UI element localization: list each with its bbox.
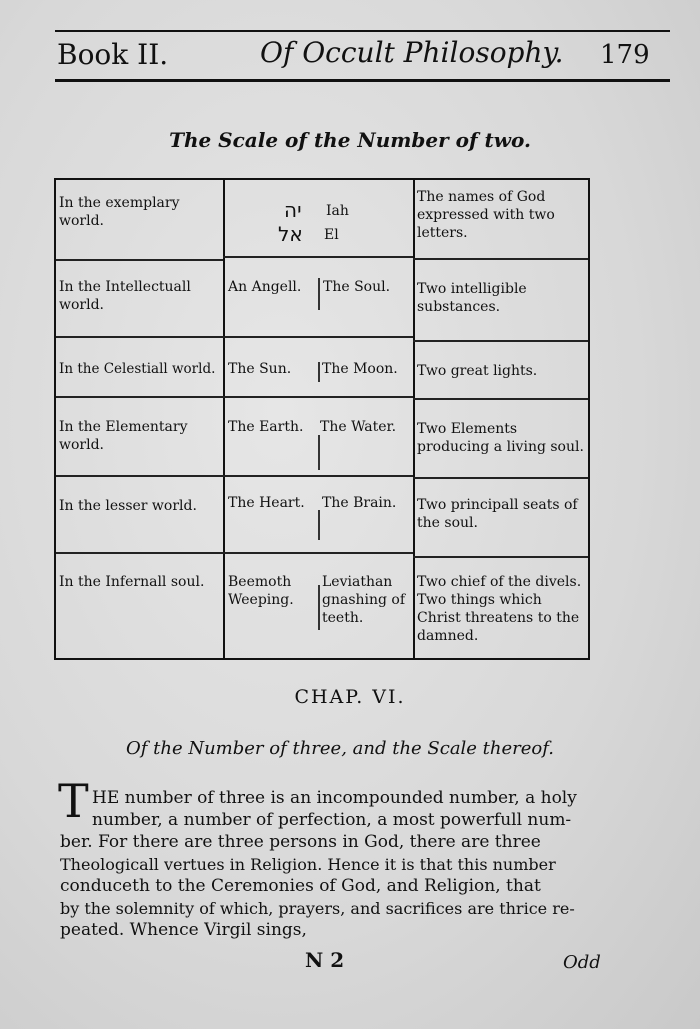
body-line: HE number of three is an incompounded number, a holy (92, 788, 577, 808)
page-number: 179 (600, 40, 650, 70)
row-meaning: Two principall seats of the soul. (417, 497, 578, 531)
cell-value: An Angell. (228, 279, 302, 295)
row-rule (56, 552, 223, 554)
cell-value: The Brain. (322, 495, 397, 511)
row-meaning: Two intelligible substances. (417, 281, 527, 315)
cell-value: The Sun. (228, 361, 292, 377)
row-rule (223, 475, 413, 477)
row-meaning: The names of God expressed with two letters. (417, 189, 555, 241)
catchword: Odd (563, 952, 601, 973)
row-rule (413, 258, 588, 260)
cell-value: Leviathan gnashing of teeth. (322, 574, 406, 626)
running-head-title: Of Occult Philosophy. (260, 36, 564, 69)
divine-name: Iah (326, 203, 349, 219)
column-divider (413, 180, 415, 658)
row-label: In the Infernall soul. (59, 574, 205, 590)
divine-name: El (324, 227, 339, 243)
cell-split-mark (318, 510, 320, 540)
row-label: In the exemplary world. (59, 195, 180, 229)
body-line: number, a number of perfection, a most powerfull num- (92, 810, 572, 830)
row-rule (56, 475, 223, 477)
row-label: In the Celestiall world. (59, 361, 216, 377)
cell-value: The Earth. (228, 419, 304, 435)
row-label: In the Elementary world. (59, 419, 188, 453)
row-rule (56, 259, 223, 261)
body-line: by the solemnity of which, prayers, and sacrifices are thrice re- (60, 899, 575, 918)
body-line: conduceth to the Ceremonies of God, and Religion, that (60, 876, 541, 896)
row-rule (413, 398, 588, 400)
row-rule (413, 340, 588, 342)
cell-split-mark (318, 362, 320, 382)
cell-value: Beemoth Weeping. (228, 574, 294, 608)
drop-cap: T (58, 774, 89, 828)
row-rule (223, 552, 413, 554)
cell-split-mark (318, 435, 320, 470)
row-rule (56, 336, 223, 338)
header-bottom-rule (55, 79, 670, 82)
row-meaning: Two chief of the divels. Two things which Christ threatens to the damned. (417, 574, 582, 644)
row-label: In the lesser world. (59, 498, 197, 514)
row-meaning: Two Elements producing a living soul. (417, 421, 584, 455)
chapter-heading: CHAP. VI. (294, 686, 406, 708)
body-line: Theologicall vertues in Religion. Hence it is that this number (60, 855, 556, 874)
header-top-rule (55, 30, 670, 32)
hebrew-name-iah: יה (284, 198, 302, 222)
row-rule (413, 477, 588, 479)
table-title: The Scale of the Number of two. (169, 128, 531, 152)
cell-value: The Soul. (323, 279, 391, 295)
row-rule (223, 256, 413, 258)
cell-value: The Heart. (228, 495, 305, 511)
body-line: ber. For there are three persons in God, there are three (60, 832, 541, 852)
signature-mark: N 2 (305, 948, 345, 972)
row-rule (223, 336, 413, 338)
row-rule (56, 396, 223, 398)
running-head-book: Book II. (57, 38, 169, 71)
row-rule (413, 556, 588, 558)
body-line: peated. Whence Virgil sings, (60, 920, 307, 940)
row-rule (223, 396, 413, 398)
row-meaning: Two great lights. (417, 363, 538, 379)
chapter-subtitle: Of the Number of three, and the Scale thereof. (125, 738, 554, 759)
column-divider (223, 180, 225, 658)
scale-table (54, 178, 590, 660)
cell-value: The Moon. (322, 361, 398, 377)
cell-value: The Water. (320, 419, 397, 435)
row-label: In the Intellectuall world. (59, 279, 191, 313)
cell-split-mark (318, 278, 320, 310)
hebrew-name-el: אל (278, 222, 303, 246)
cell-split-mark (318, 585, 320, 630)
